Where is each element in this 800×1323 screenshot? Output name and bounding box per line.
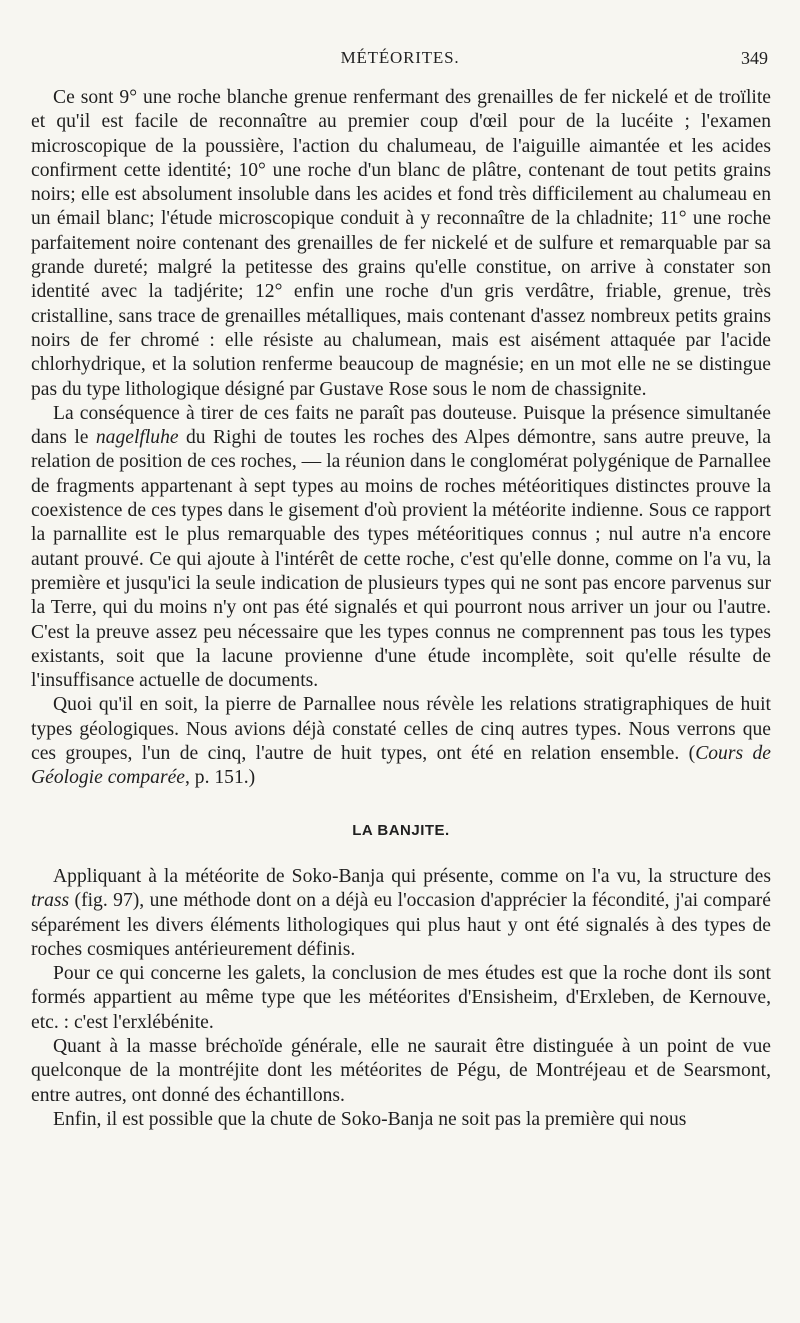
running-title: MÉTÉORITES. <box>340 48 460 67</box>
paragraph-1 <box>31 86 771 402</box>
text-run: , p. 151.) <box>184 767 256 789</box>
running-header <box>0 48 800 72</box>
paragraph-3 <box>31 693 771 790</box>
text-run: Appliquant à la météorite de Soko-Banja qui présente, comme on l'a vu, la structure des <box>53 865 771 887</box>
paragraph-2 <box>31 402 771 694</box>
text-run: du Righi de toutes les roches des Alpes démontre, sans autre preuve, la relation de position de ces roches, — la réunion dans le conglomérat polygénique de Parnallee de fragments appartenant à sept types au moins de roches météoritiques distinctes prouve la coexistence de ces types dans le gisement d'où provient la météorite indienne. Sous ce rapport la parnallite est le plus remarquable des types météoritiques connus ; nul autre n'a encore autant prouvé. Ce qui ajoute à l'intérêt de cette roche, c'est qu'elle donne, comme on l'a vu, la première et jusqu'ici la seule indication de plusieurs types qui ne sont pas encore parvenus sur la Terre, qui du moins n'y ont pas été signalés et qui pourront nous arriver un jour ou l'autre. C'est la preuve assez peu nécessaire que les types connus ne comprennent pas tous les types existants, soit que la lacune provienne d'une étude incomplète, soit qu'elle résulte de l'insuffisance actuelle de documents. <box>31 427 771 692</box>
text-run: Ce sont 9° une roche blanche grenue renfermant des grenailles de fer nickelé et de troïlite et qu'il est facile de reconnaître au premier coup d'œil pour de la lucéite ; l'examen microscopique de la poussière, l'action du chalumeau, de l'aiguille aimantée et les acides confirment cette identité; 10° une roche d'un blanc de plâtre, contenant de tout petits grains noirs; elle est absolument insoluble dans les acides et fond très difficilement au chalumeau en un émail blanc; l'étude microscopique conduit à y reconnaître de la chladnite; 11° une roche parfaitement noire contenant des grenailles de fer nickelé et de sulfure et remarquable par sa grande dureté; malgré la petitesse des grains qu'elle constitue, on arrive à constater son identité avec la tadjérite; 12° enfin une roche d'un gris verdâtre, friable, grenue, très cristalline, sans trace de grenailles métalliques, mais contenant d'assez nombreux petits grains noirs de fer chromé : elle résiste au chalumean, mais est aisément attaquée par l'acide chlorhydrique, et la solution renferme beaucoup de magnésie; en un mot elle ne se distingue pas du type lithologique désigné par Gustave Rose sous le nom de chassignite. <box>31 87 771 400</box>
section-paragraph-1 <box>31 865 771 962</box>
text-run: La conséquence à tirer de ces faits ne paraît pas douteuse. Puisque la présence simultanée dans le <box>31 402 771 449</box>
text-run: Quoi qu'il en soit, la pierre de Parnallee nous révèle les relations stratigraphiques de huit types géologiques. Nous avions déjà constaté celles de cinq autres types. Nous verrons que ces groupes, l'un de cinq, l'autre de huit types, ont été en relation ensemble. ( <box>31 694 771 765</box>
italic-citation: Cours de Géologie comparée <box>31 743 771 789</box>
body-text <box>31 86 771 1132</box>
section-paragraph-3 <box>31 1035 771 1108</box>
section-paragraph-4 <box>31 1108 771 1132</box>
italic-term: trass <box>31 890 70 912</box>
italic-term: nagelfluhe <box>95 427 179 449</box>
section-heading: LA BANJITE. <box>352 821 450 839</box>
text-run: (fig. 97), une méthode dont on a déjà eu l'occasion d'apprécier la fécondité, j'ai comparé séparément les divers éléments lithologiques qui plus haut y ont été signalés à des types de roches cosmiques antérieurement définis. <box>31 890 771 960</box>
text-run: Pour ce qui concerne les galets, la conclusion de mes études est que la roche dont ils sont formés appartient au même type que les météorites d'Ensisheim, d'Erxleben, de Kernouve, etc. : c'est l'erxlébénite. <box>31 963 771 1033</box>
text-run: Quant à la masse bréchoïde générale, elle ne saurait être distinguée à un point de vue quelconque de la montréjite dont les météorites de Pégu, de Montréjeau et de Searsmont, entre autres, ont donné des échantillons. <box>31 1035 771 1106</box>
page-number: 349 <box>741 48 768 68</box>
section-paragraph-2 <box>31 962 771 1035</box>
text-run: Enfin, il est possible que la chute de Soko-Banja ne soit pas la première qui nous <box>53 1108 687 1130</box>
